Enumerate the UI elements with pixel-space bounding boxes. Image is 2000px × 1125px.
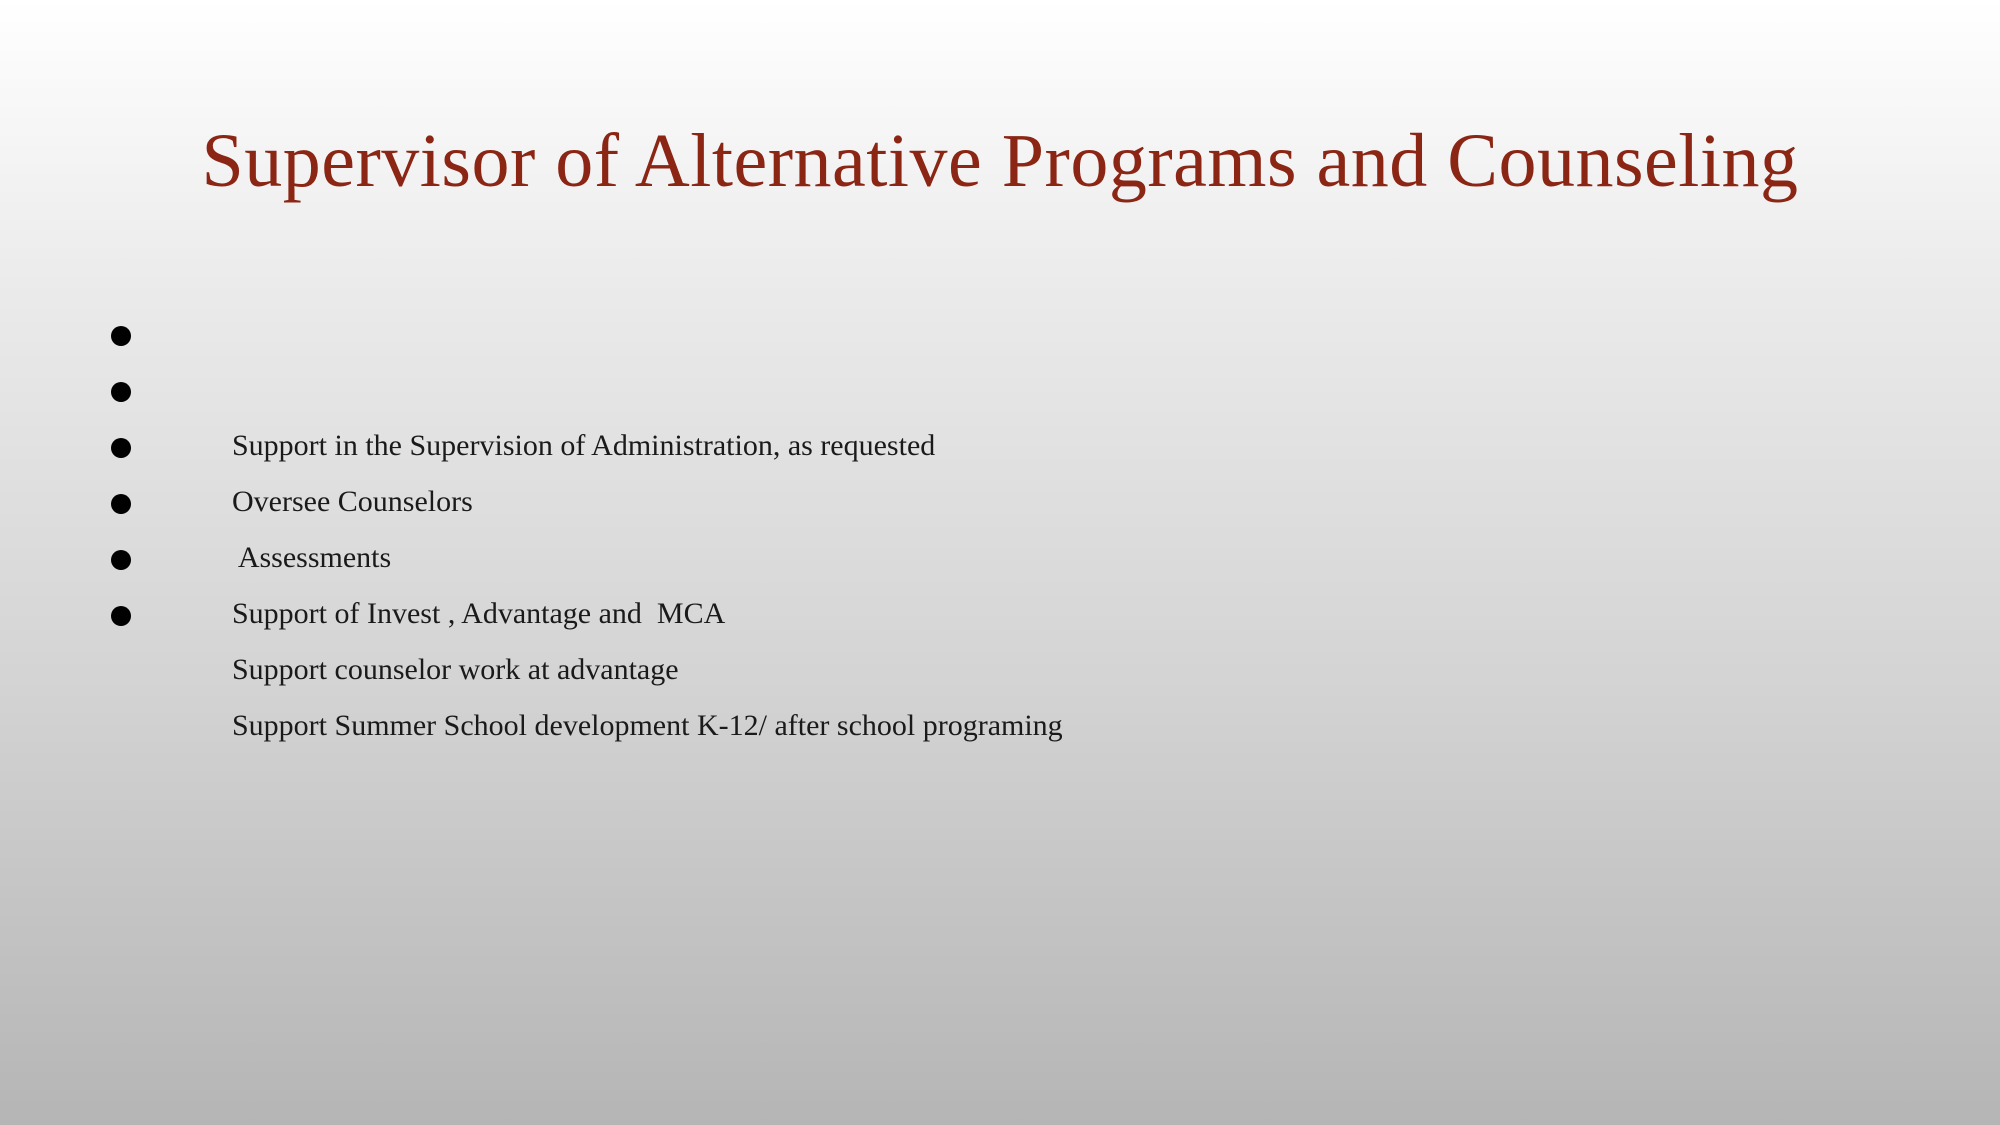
bullet-dot-icon: [111, 438, 131, 458]
bullet-dot-icon: [111, 326, 131, 346]
slide-title: Supervisor of Alternative Programs and Counseling: [201, 119, 1799, 203]
bullet-list: [110, 306, 1063, 742]
bullet-dot-icon: [111, 382, 131, 402]
bullet-text: Assessments: [232, 541, 392, 574]
bullet-text: Support counselor work at advantage: [232, 653, 679, 686]
bullet-item: [110, 306, 1063, 462]
bullet-text: Support in the Supervision of Administration, as requested: [232, 429, 936, 462]
bullet-text: Oversee Counselors: [232, 485, 473, 518]
bullet-text: Support of Invest , Advantage and MCA: [232, 597, 726, 630]
bullet-text: Support Summer School development K-12/ after school programing: [232, 709, 1063, 742]
bullet-dot-icon: [111, 494, 131, 514]
bullet-dot-icon: [111, 606, 131, 626]
bullet-dot-icon: [111, 550, 131, 570]
